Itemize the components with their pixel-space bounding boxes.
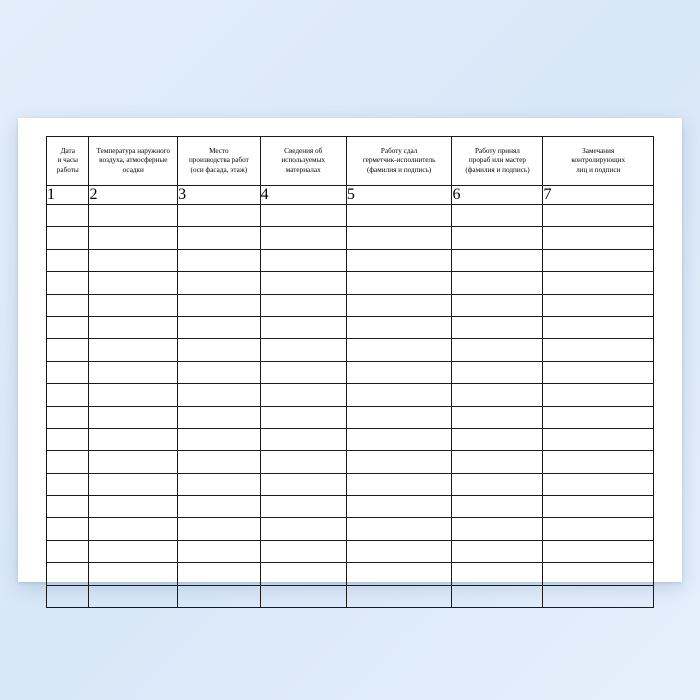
table-cell[interactable] <box>543 361 654 383</box>
table-cell[interactable] <box>346 406 452 428</box>
column-number-2: 2 <box>89 186 178 205</box>
table-cell[interactable] <box>260 540 346 562</box>
table-header <box>47 137 654 205</box>
table-cell[interactable] <box>47 205 89 227</box>
table-cell[interactable] <box>89 473 178 495</box>
table-cell[interactable] <box>260 473 346 495</box>
header-line: (оси фасада, этаж) <box>190 165 248 174</box>
table-cell[interactable] <box>452 473 543 495</box>
table-cell[interactable] <box>543 384 654 406</box>
table-cell[interactable] <box>178 384 261 406</box>
table-cell[interactable] <box>47 227 89 249</box>
table-cell[interactable] <box>178 249 261 271</box>
table-cell[interactable] <box>346 428 452 450</box>
column-header-4 <box>260 137 346 186</box>
table-cell[interactable] <box>543 339 654 361</box>
table-cell[interactable] <box>346 451 452 473</box>
table-cell[interactable] <box>543 518 654 540</box>
table-cell[interactable] <box>543 585 654 607</box>
table-cell[interactable] <box>260 451 346 473</box>
journal-table <box>46 136 654 608</box>
table-cell[interactable] <box>543 294 654 316</box>
table-cell[interactable] <box>178 205 261 227</box>
table-cell[interactable] <box>260 272 346 294</box>
table-cell[interactable] <box>346 563 452 585</box>
table-cell[interactable] <box>47 316 89 338</box>
table-cell[interactable] <box>452 294 543 316</box>
table-row <box>47 205 654 227</box>
table-cell[interactable] <box>178 563 261 585</box>
table-cell[interactable] <box>47 361 89 383</box>
table-cell[interactable] <box>346 518 452 540</box>
table-cell[interactable] <box>47 428 89 450</box>
table-cell[interactable] <box>89 316 178 338</box>
table-cell[interactable] <box>452 249 543 271</box>
table-cell[interactable] <box>47 294 89 316</box>
table-cell[interactable] <box>178 496 261 518</box>
column-header-1 <box>47 137 89 186</box>
table-cell[interactable] <box>346 473 452 495</box>
table-cell[interactable] <box>543 272 654 294</box>
table-cell[interactable] <box>178 540 261 562</box>
table-cell[interactable] <box>346 316 452 338</box>
table-row <box>47 451 654 473</box>
table-cell[interactable] <box>346 585 452 607</box>
table-cell[interactable] <box>47 339 89 361</box>
table-cell[interactable] <box>543 496 654 518</box>
table-cell[interactable] <box>346 496 452 518</box>
column-number-row <box>47 186 654 205</box>
table-cell[interactable] <box>178 518 261 540</box>
header-line: герметчик-исполнитель <box>362 156 436 165</box>
column-header-6 <box>452 137 543 186</box>
table-cell[interactable] <box>346 205 452 227</box>
table-cell[interactable] <box>89 339 178 361</box>
column-number-7: 7 <box>543 186 654 205</box>
table-row <box>47 249 654 271</box>
table-cell[interactable] <box>346 384 452 406</box>
table-cell[interactable] <box>543 316 654 338</box>
table-cell[interactable] <box>543 473 654 495</box>
table-cell[interactable] <box>452 272 543 294</box>
table-cell[interactable] <box>452 496 543 518</box>
table-cell[interactable] <box>346 540 452 562</box>
column-header-2 <box>89 137 178 186</box>
header-line: Температура наружного <box>96 147 171 156</box>
table-cell[interactable] <box>89 384 178 406</box>
table-row <box>47 496 654 518</box>
table-cell[interactable] <box>452 384 543 406</box>
header-line: и часы <box>57 156 78 165</box>
table-cell[interactable] <box>452 518 543 540</box>
header-line: материалах <box>285 165 321 174</box>
table-cell[interactable] <box>260 316 346 338</box>
column-number-4: 4 <box>260 186 346 205</box>
table-cell[interactable] <box>47 384 89 406</box>
table-cell[interactable] <box>178 473 261 495</box>
table-cell[interactable] <box>178 272 261 294</box>
table-cell[interactable] <box>260 339 346 361</box>
header-line: производства работ <box>188 156 249 165</box>
table-cell[interactable] <box>178 406 261 428</box>
table-cell[interactable] <box>260 406 346 428</box>
header-line: используемых <box>281 156 326 165</box>
table-cell[interactable] <box>47 406 89 428</box>
table-cell[interactable] <box>260 496 346 518</box>
table-row <box>47 361 654 383</box>
table-cell[interactable] <box>452 451 543 473</box>
table-cell[interactable] <box>178 316 261 338</box>
table-cell[interactable] <box>346 294 452 316</box>
table-row <box>47 563 654 585</box>
table-cell[interactable] <box>346 272 452 294</box>
table-row <box>47 272 654 294</box>
table-cell[interactable] <box>47 540 89 562</box>
table-cell[interactable] <box>89 249 178 271</box>
table-container <box>46 136 654 564</box>
table-cell[interactable] <box>89 272 178 294</box>
table-cell[interactable] <box>89 585 178 607</box>
table-cell[interactable] <box>47 563 89 585</box>
table-cell[interactable] <box>452 227 543 249</box>
table-cell[interactable] <box>47 249 89 271</box>
column-number-1: 1 <box>47 186 89 205</box>
table-row <box>47 585 654 607</box>
table-cell[interactable] <box>178 585 261 607</box>
header-line: контролирующих <box>571 156 626 165</box>
table-cell[interactable] <box>260 428 346 450</box>
table-cell[interactable] <box>89 406 178 428</box>
header-line: Место <box>209 147 229 156</box>
table-cell[interactable] <box>47 473 89 495</box>
document-page <box>18 118 682 582</box>
table-cell[interactable] <box>47 518 89 540</box>
table-cell[interactable] <box>260 361 346 383</box>
table-cell[interactable] <box>260 227 346 249</box>
table-cell[interactable] <box>452 316 543 338</box>
table-row <box>47 294 654 316</box>
table-body <box>47 205 654 608</box>
table-cell[interactable] <box>47 496 89 518</box>
table-cell[interactable] <box>260 249 346 271</box>
column-header-5 <box>346 137 452 186</box>
header-line: Работу сдал <box>380 147 418 156</box>
table-cell[interactable] <box>260 518 346 540</box>
header-line: Дата <box>60 147 75 156</box>
column-number-3: 3 <box>178 186 261 205</box>
table-cell[interactable] <box>543 406 654 428</box>
table-cell[interactable] <box>47 451 89 473</box>
table-cell[interactable] <box>452 406 543 428</box>
table-row <box>47 339 654 361</box>
table-cell[interactable] <box>47 585 89 607</box>
table-cell[interactable] <box>89 518 178 540</box>
header-line: (фамилия и подпись) <box>367 165 432 174</box>
table-cell[interactable] <box>178 339 261 361</box>
header-line: Работу принял <box>475 147 520 156</box>
table-cell[interactable] <box>89 294 178 316</box>
table-cell[interactable] <box>452 205 543 227</box>
header-line: работы <box>56 165 79 174</box>
table-row <box>47 227 654 249</box>
table-cell[interactable] <box>89 496 178 518</box>
table-cell[interactable] <box>260 384 346 406</box>
table-cell[interactable] <box>89 451 178 473</box>
column-number-5: 5 <box>346 186 452 205</box>
table-cell[interactable] <box>89 205 178 227</box>
table-cell[interactable] <box>260 205 346 227</box>
header-line: воздуха, атмосферные <box>99 156 168 165</box>
column-header-7 <box>543 137 654 186</box>
table-row <box>47 428 654 450</box>
table-cell[interactable] <box>543 227 654 249</box>
header-line: лиц и подписи <box>576 165 621 174</box>
table-cell[interactable] <box>178 227 261 249</box>
table-cell[interactable] <box>346 339 452 361</box>
table-cell[interactable] <box>89 361 178 383</box>
header-line: Замечания <box>582 147 615 156</box>
table-cell[interactable] <box>452 540 543 562</box>
table-cell[interactable] <box>89 227 178 249</box>
table-row <box>47 518 654 540</box>
table-cell[interactable] <box>543 451 654 473</box>
table-cell[interactable] <box>178 451 261 473</box>
table-row <box>47 384 654 406</box>
table-cell[interactable] <box>452 585 543 607</box>
table-row <box>47 540 654 562</box>
table-row <box>47 316 654 338</box>
header-row <box>47 137 654 186</box>
table-cell[interactable] <box>543 540 654 562</box>
table-cell[interactable] <box>346 249 452 271</box>
table-row <box>47 406 654 428</box>
table-cell[interactable] <box>89 540 178 562</box>
table-cell[interactable] <box>260 563 346 585</box>
table-cell[interactable] <box>543 249 654 271</box>
column-number-6: 6 <box>452 186 543 205</box>
table-cell[interactable] <box>178 361 261 383</box>
table-cell[interactable] <box>543 563 654 585</box>
table-cell[interactable] <box>260 585 346 607</box>
header-line: осадки <box>122 165 144 174</box>
table-cell[interactable] <box>260 294 346 316</box>
column-header-3 <box>178 137 261 186</box>
table-cell[interactable] <box>178 294 261 316</box>
table-cell[interactable] <box>89 428 178 450</box>
table-cell[interactable] <box>346 227 452 249</box>
table-cell[interactable] <box>452 563 543 585</box>
header-line: (фамилия и подпись) <box>465 165 530 174</box>
table-row <box>47 473 654 495</box>
header-line: прораб или мастер <box>468 156 527 165</box>
table-cell[interactable] <box>346 361 452 383</box>
table-cell[interactable] <box>452 361 543 383</box>
table-cell[interactable] <box>452 339 543 361</box>
table-cell[interactable] <box>543 205 654 227</box>
header-line: Сведения об <box>284 147 323 156</box>
table-cell[interactable] <box>89 563 178 585</box>
table-cell[interactable] <box>543 428 654 450</box>
table-cell[interactable] <box>47 272 89 294</box>
table-cell[interactable] <box>178 428 261 450</box>
table-cell[interactable] <box>452 428 543 450</box>
